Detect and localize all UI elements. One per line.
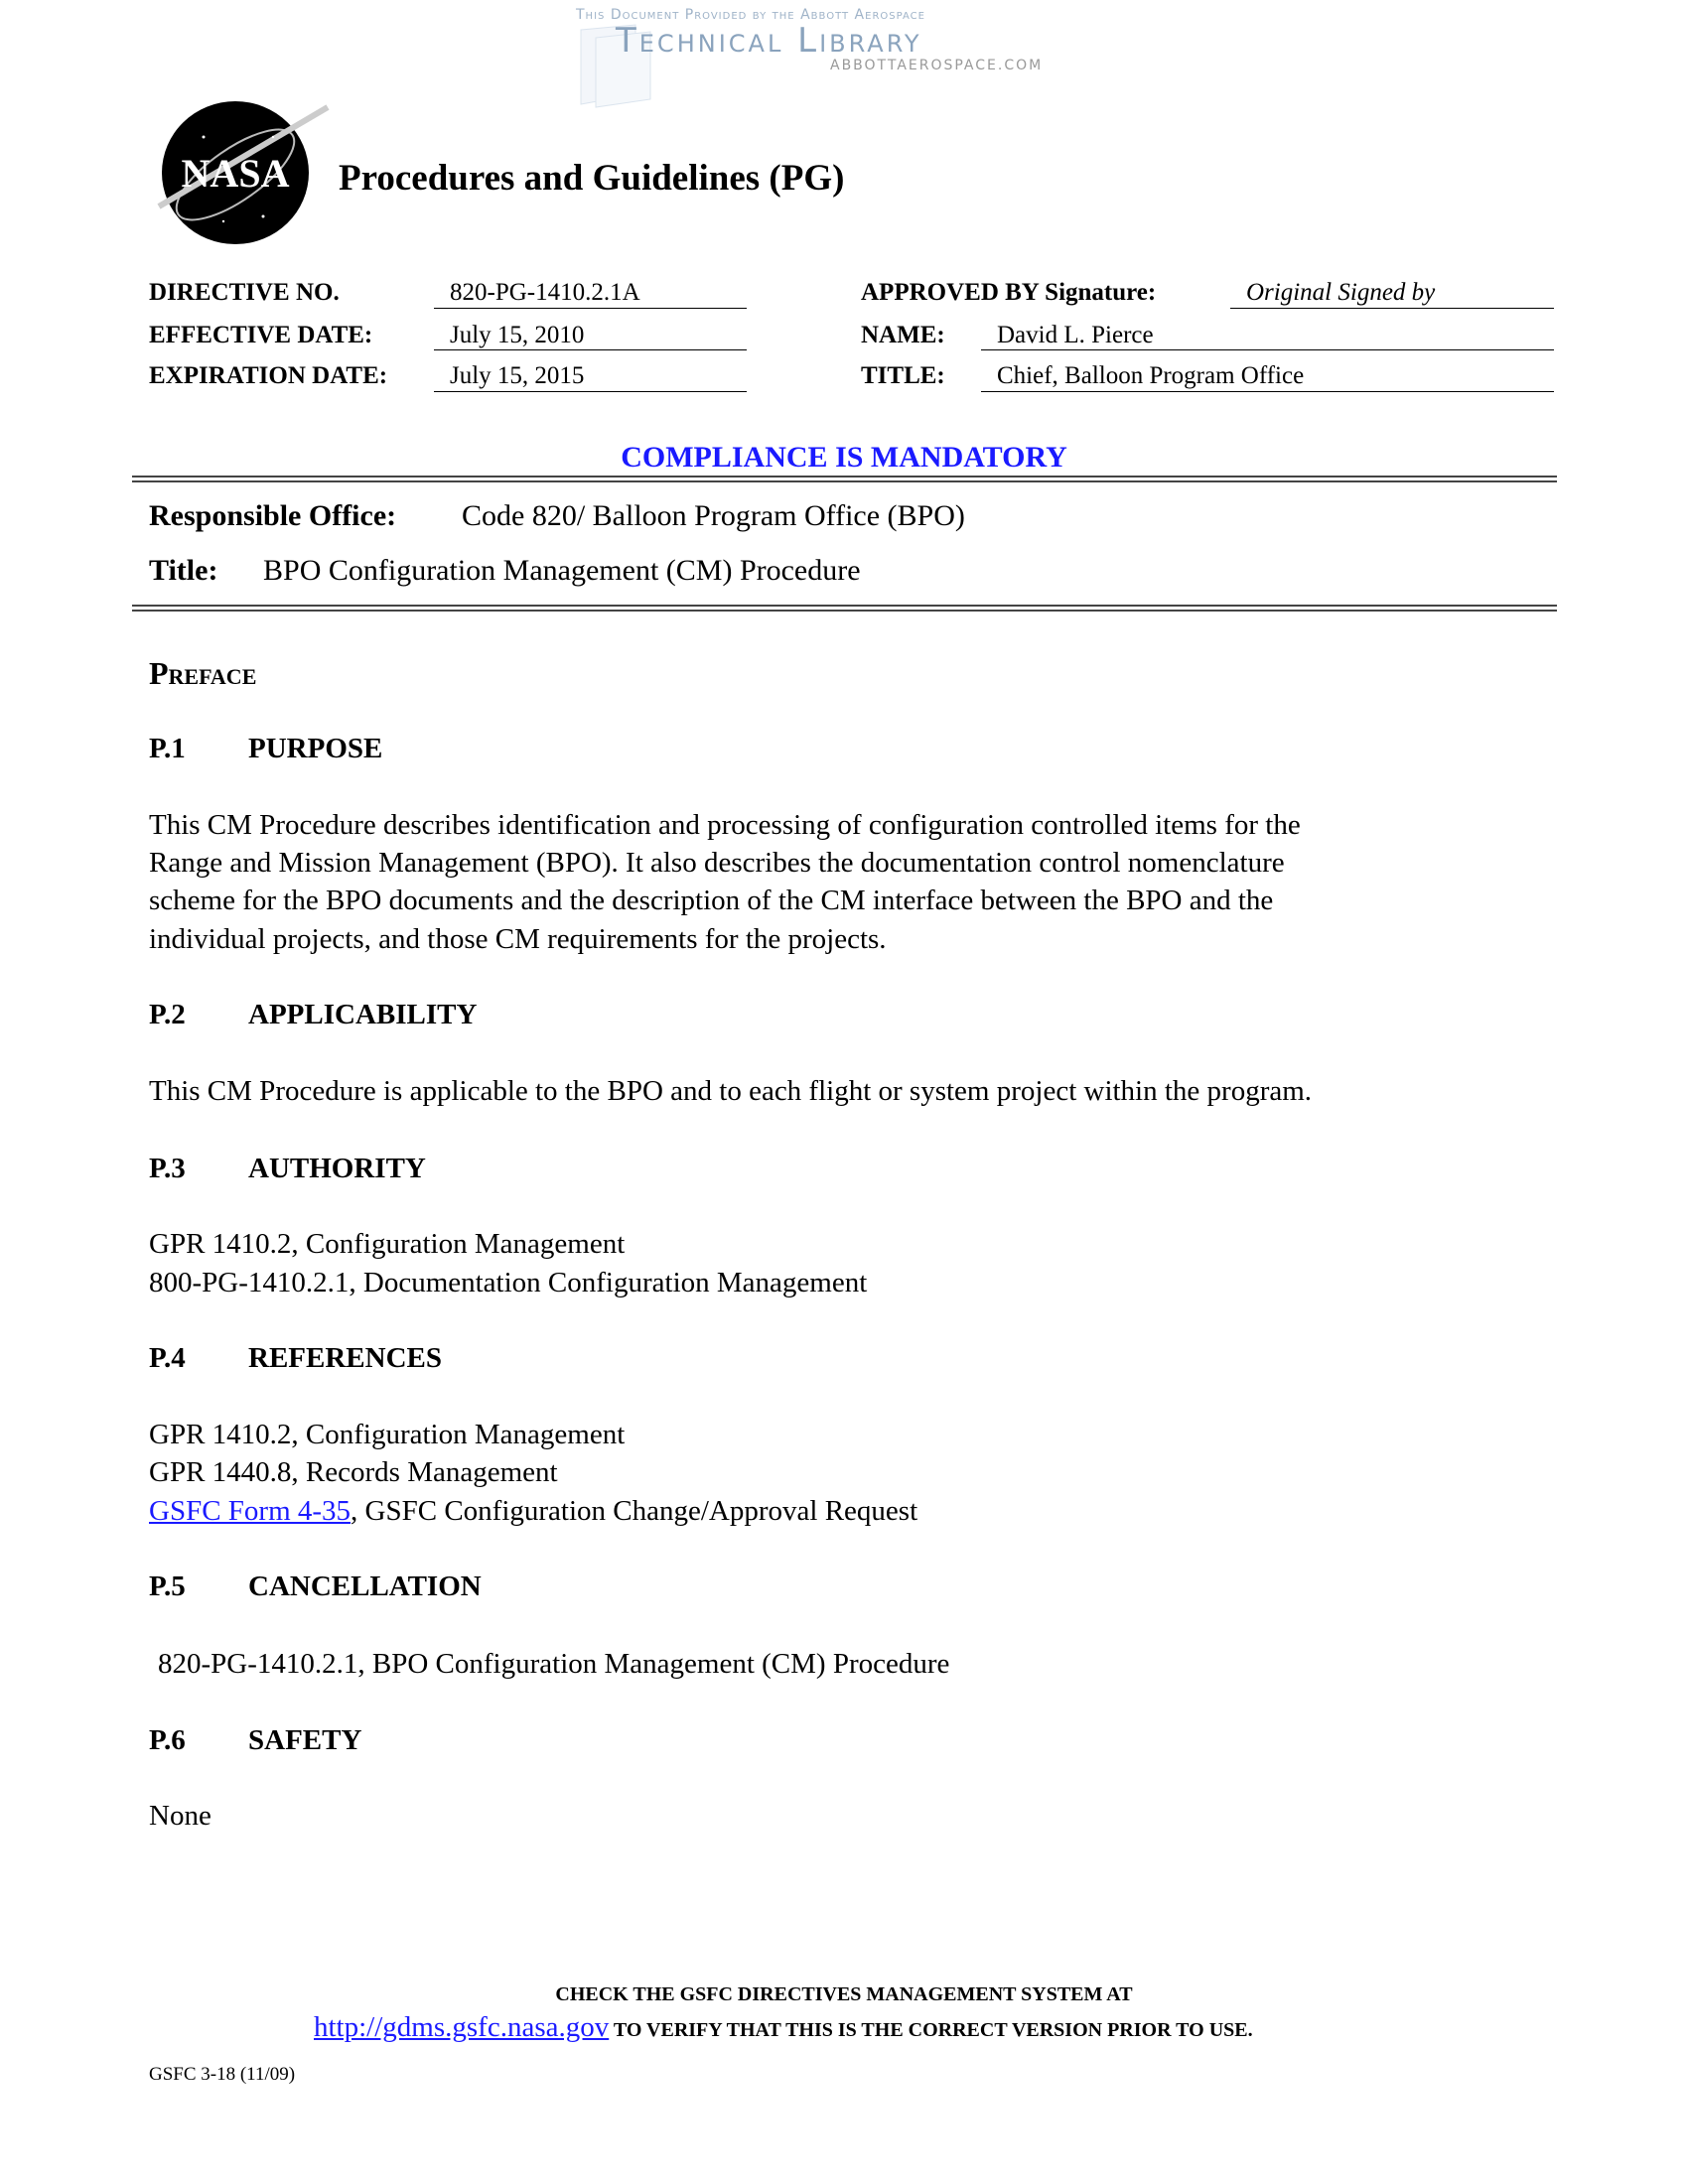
section-num: P.4: [149, 1342, 186, 1374]
doc-title-value: BPO Configuration Management (CM) Procedure: [263, 554, 861, 587]
divider-bottom: [132, 605, 1557, 612]
safety-line: None: [149, 1800, 211, 1832]
footer-check-text: CHECK THE GSFC DIRECTIVES MANAGEMENT SYSTEM AT: [555, 1983, 1133, 2005]
section-title-authority: AUTHORITY: [248, 1153, 426, 1184]
approved-label: APPROVED BY Signature:: [861, 279, 1157, 306]
nasa-meatball-icon: [154, 97, 333, 246]
gdms-link[interactable]: http://gdms.gsfc.nasa.gov: [314, 2011, 610, 2043]
expiration-date-label: EXPIRATION DATE:: [149, 362, 388, 389]
expiration-date-value: July 15, 2015: [450, 362, 585, 389]
reference-line-suffix: , GSFC Configuration Change/Approval Request: [351, 1495, 918, 1527]
gsfc-form-link[interactable]: GSFC Form 4-35: [149, 1495, 352, 1527]
approved-value: Original Signed by: [1246, 279, 1436, 306]
title-value: Chief, Balloon Program Office: [997, 362, 1305, 389]
name-value: David L. Pierce: [997, 322, 1154, 348]
expiration-underline: [434, 391, 747, 392]
name-label: NAME:: [861, 322, 945, 348]
section-num: P.1: [149, 733, 186, 764]
authority-line: 800-PG-1410.2.1, Documentation Configuration Management: [149, 1267, 868, 1298]
section-title-applicability: APPLICABILITY: [248, 999, 478, 1030]
approved-underline: [1230, 308, 1554, 309]
effective-underline: [434, 349, 747, 350]
title-label: TITLE:: [861, 362, 945, 389]
responsible-office-label: Responsible Office:: [149, 499, 397, 532]
section-title-references: REFERENCES: [248, 1342, 442, 1374]
divider-top: [132, 476, 1557, 482]
reference-line: [149, 1497, 917, 1526]
purpose-line: Range and Mission Management (BPO). It also describes the documentation control nomenclature: [149, 847, 1285, 879]
directive-underline: [434, 308, 747, 309]
watermark-line3: ABBOTTAEROSPACE.COM: [830, 58, 1044, 73]
doc-title-label: Title:: [149, 554, 218, 587]
purpose-line: This CM Procedure describes identification and processing of configuration controlled items for the: [149, 809, 1301, 841]
watermark-line1: This Document Provided by the Abbott Aerospace: [576, 7, 925, 23]
page-title: Procedures and Guidelines (PG): [339, 158, 845, 199]
section-title-purpose: PURPOSE: [248, 733, 383, 764]
cancellation-line: 820-PG-1410.2.1, BPO Configuration Management (CM) Procedure: [158, 1648, 950, 1680]
form-id: GSFC 3-18 (11/09): [149, 2064, 296, 2085]
compliance-banner: COMPLIANCE IS MANDATORY: [621, 441, 1067, 474]
svg-text:NASA: NASA: [181, 151, 290, 196]
title-underline: [981, 391, 1554, 392]
purpose-line: scheme for the BPO documents and the description of the CM interface between the BPO and the: [149, 885, 1274, 916]
reference-line: GPR 1440.8, Records Management: [149, 1456, 558, 1488]
authority-line: GPR 1410.2, Configuration Management: [149, 1228, 626, 1260]
section-title-safety: SAFETY: [248, 1724, 362, 1756]
section-num: P.5: [149, 1570, 186, 1602]
applicability-line: This CM Procedure is applicable to the BPO and to each flight or system project within the program.: [149, 1075, 1313, 1107]
reference-line: GPR 1410.2, Configuration Management: [149, 1419, 626, 1450]
section-num: P.2: [149, 999, 186, 1030]
footer-verify-line: [314, 2013, 1253, 2042]
footer-verify-text: TO VERIFY THAT THIS IS THE CORRECT VERSION PRIOR TO USE.: [609, 2019, 1253, 2041]
effective-date-label: EFFECTIVE DATE:: [149, 322, 373, 348]
directive-label: DIRECTIVE NO.: [149, 279, 340, 306]
purpose-line: individual projects, and those CM requirements for the projects.: [149, 923, 887, 955]
name-underline: [981, 349, 1554, 350]
section-num: P.3: [149, 1153, 186, 1184]
responsible-office-value: Code 820/ Balloon Program Office (BPO): [462, 499, 965, 532]
watermark-line2: Technical Library: [616, 21, 922, 61]
directive-value: 820-PG-1410.2.1A: [450, 279, 640, 306]
effective-date-value: July 15, 2010: [450, 322, 585, 348]
section-title-cancellation: CANCELLATION: [248, 1570, 482, 1602]
preface-heading: Preface: [149, 655, 257, 691]
nasa-logo: [154, 97, 333, 246]
section-num: P.6: [149, 1724, 186, 1756]
